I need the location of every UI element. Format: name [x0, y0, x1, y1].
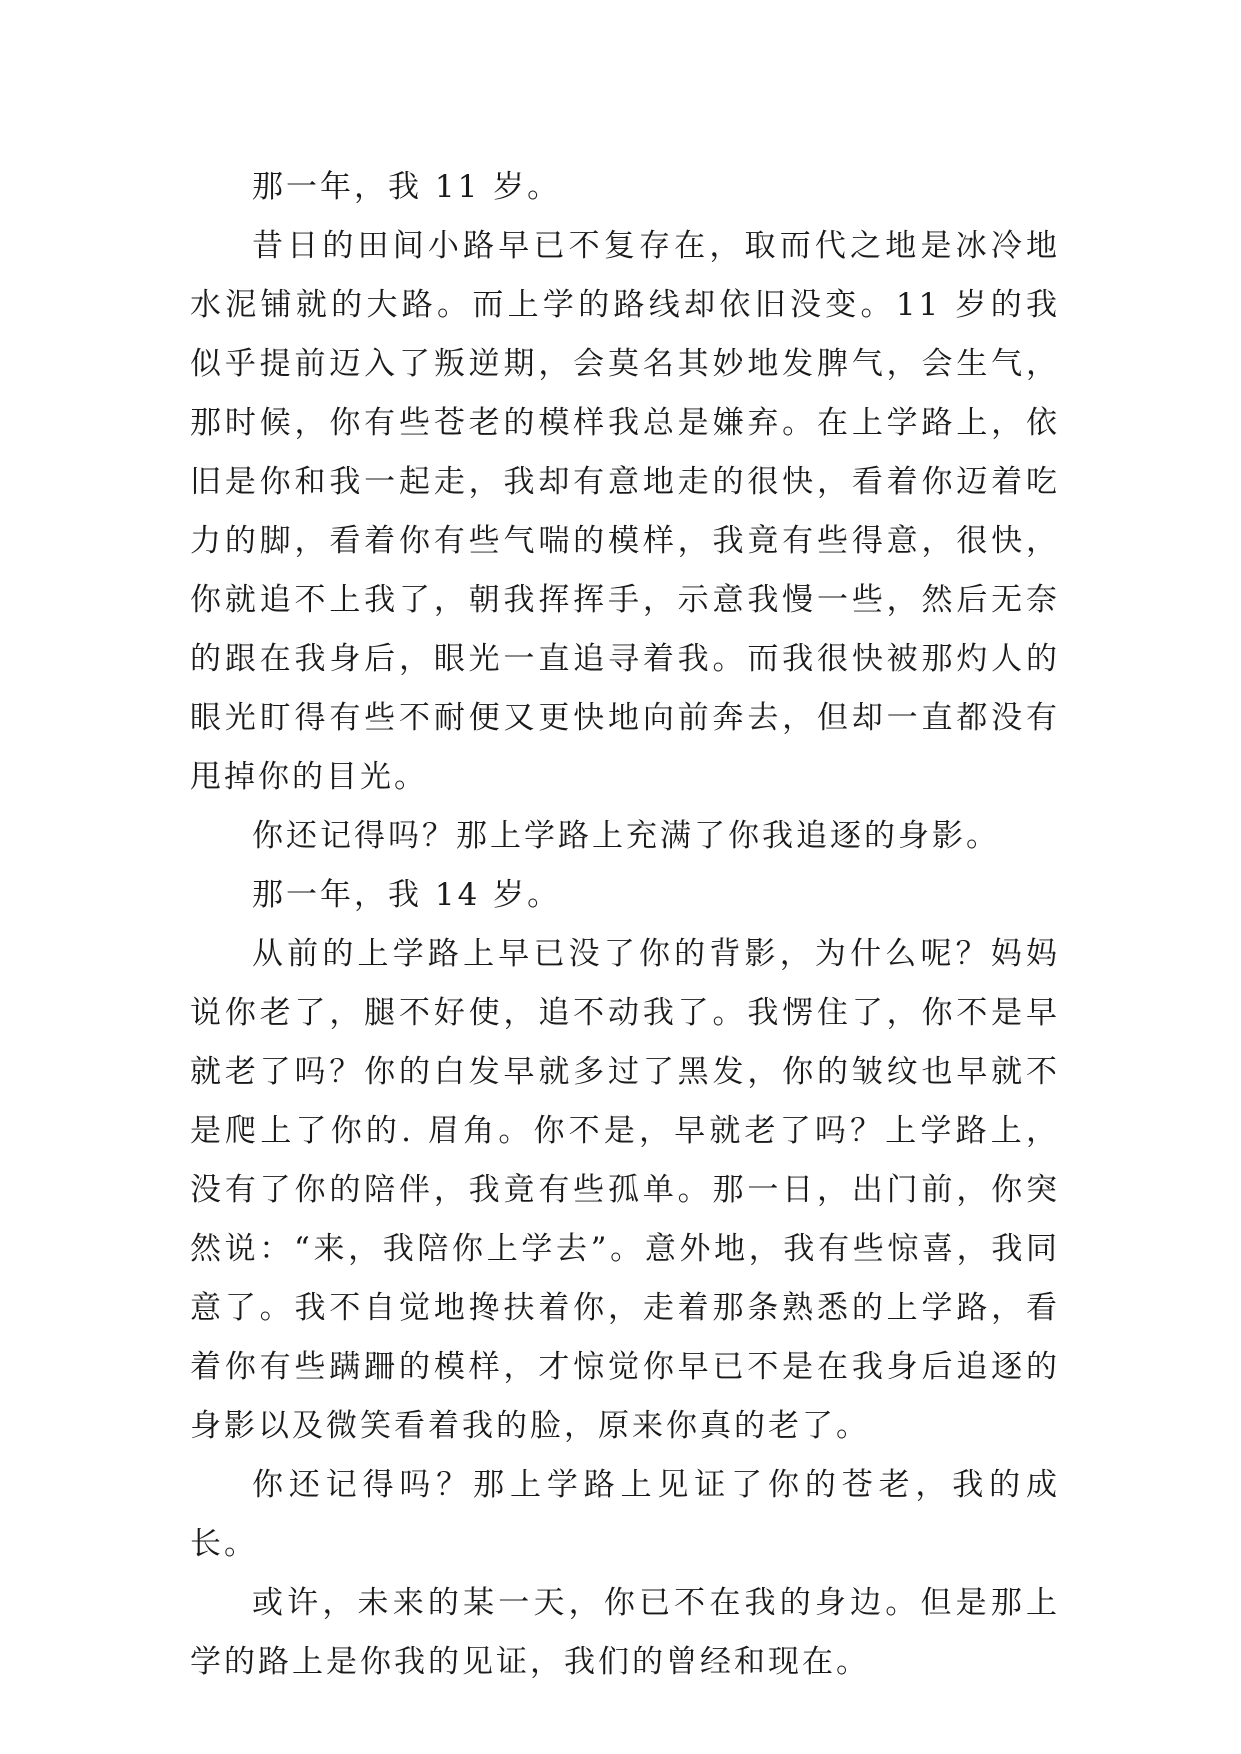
paragraph-age-14-heading: 那一年，我 14 岁。 — [252, 877, 562, 913]
paragraph-future: 或许，未来的某一天，你已不在我的身边。但是那上学的路上是你我的见证，我们的曾经和现在。 — [190, 1585, 1060, 1680]
paragraph-remember-chasing: 你还记得吗？那上学路上充满了你我追逐的身影。 — [252, 818, 1000, 854]
paragraph-age-11-heading: 那一年，我 11 岁。 — [252, 169, 562, 205]
paragraph-school-road-memory: 昔日的田间小路早已不复存在，取而代之地是冰冷地水泥铺就的大路。而上学的路线却依旧没变。11 岁的我似乎提前迈入了叛逆期，会莫名其妙地发脾气，会生气，那时候，你有些苍老的模样我总是嫌弃。在上学路上，依旧是你和我一起走，我却有意地走的很快，看着你迈着吃力的脚，看着你有些气喘的模样，我竟有些得意，很快，你就追不上我了，朝我挥挥手，示意我慢一些，然后无奈的跟在我身后，眼光一直追寻着我。而我很快被那灼人的眼光盯得有些不耐便又更快地向前奔去，但却一直都没有甩掉你的目光。 — [190, 228, 1060, 795]
paragraph-grown-old: 从前的上学路上早已没了你的背影，为什么呢？妈妈说你老了，腿不好使，追不动我了。我愣住了，你不是早就老了吗？你的白发早就多过了黑发，你的皱纹也早就不是爬上了你的. 眉角。你不是，早就老了吗？上学路上，没有了你的陪伴，我竟有些孤单。那一日，出门前，你突然说：“来，我陪你上学去”。意外地，我有些惊喜，我同意了。我不自觉地搀扶着你，走着那条熟悉的上学路，看着你有些蹒跚的模样，才惊觉你早已不是在我身后追逐的身影以及微笑看着我的脸，原来你真的老了。 — [190, 936, 1060, 1444]
paragraph-remember-growth: 你还记得吗？那上学路上见证了你的苍老，我的成长。 — [190, 1467, 1060, 1562]
essay-body — [190, 158, 1060, 1692]
